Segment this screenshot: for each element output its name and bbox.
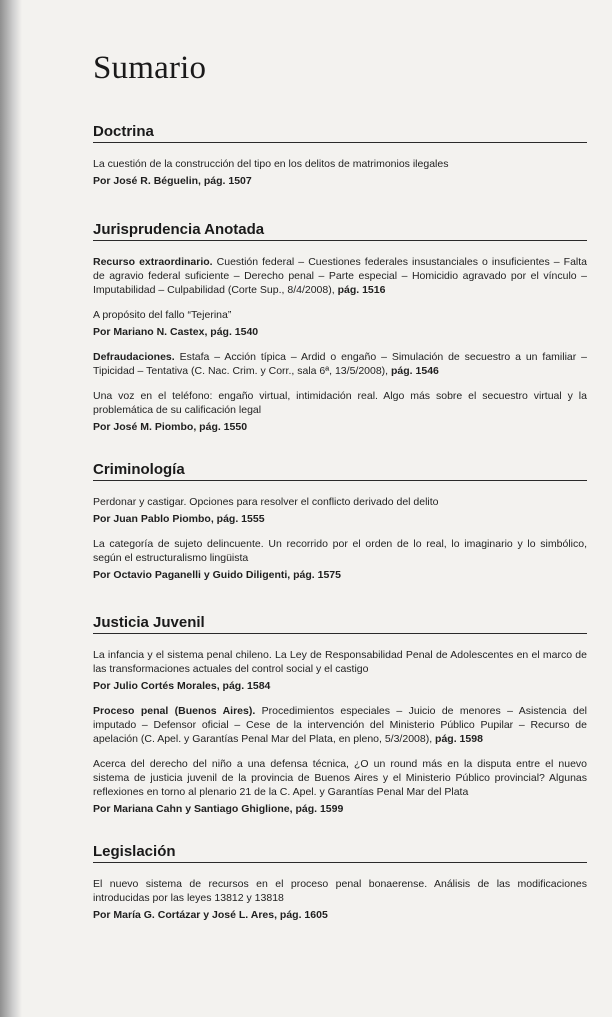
entry-page-ref: pág. 1598 (435, 733, 483, 745)
entry-author: Por María G. Cortázar y José L. Ares, pág. 1605 (93, 909, 328, 921)
section-heading: Justicia Juvenil (93, 614, 587, 634)
section-heading: Jurisprudencia Anotada (93, 221, 587, 241)
entry-page-ref: pág. 1546 (391, 365, 439, 377)
entry-author: Por Juan Pablo Piombo, pág. 1555 (93, 513, 265, 525)
entry-author: Por Mariano N. Castex, pág. 1540 (93, 326, 259, 338)
entry-text: El nuevo sistema de recursos en el proceso penal bonaerense. Análisis de las modificaciones introducidas por las leyes 13812 y 13818 (93, 878, 587, 904)
entry-text: Estafa – Acción típica – Ardid o engaño – Simulación de secuestro a un familiar – Tipicidad – Tentativa (C. Nac. Crim. y Corr., sala 6ª, 13/5/2008), (93, 351, 587, 377)
section-heading: Doctrina (93, 123, 587, 143)
entry-text: Procedimientos especiales – Juicio de menores – Asistencia del imputado – Defensor oficial – Cese de la intervención del Ministerio Público Pupilar – Recurso de apelación (C. Apel. y Garantías Penal Mar del Plata, en pleno, 5/3/2008), (93, 705, 587, 745)
entry-author: Por Mariana Cahn y Santiago Ghiglione, pág. 1599 (93, 803, 344, 815)
section-heading: Legislación (93, 843, 587, 863)
entry-lead: Proceso penal (Buenos Aires). (93, 705, 256, 717)
entry-author: Por Octavio Paganelli y Guido Diligenti, pág. 1575 (93, 569, 341, 581)
section-justicia-juvenil (93, 614, 587, 816)
list-item (93, 389, 587, 434)
list-item (93, 350, 587, 378)
list-item (93, 255, 587, 297)
section-legislacion (93, 843, 587, 922)
section-heading: Criminología (93, 461, 587, 481)
entry-text: Acerca del derecho del niño a una defensa técnica, ¿O un round más en la disputa entre el nuevo sistema de justicia juvenil de la provincia de Buenos Aires y el Ministerio Público provincial? Algunas reflexiones en torno al plenario 21 de la C. Apel. y Garantías Penal Mar del Plata (93, 758, 587, 798)
list-item (93, 757, 587, 816)
entry-author: Por José M. Piombo, pág. 1550 (93, 421, 248, 433)
section-doctrina (93, 123, 587, 188)
entry-text: La categoría de sujeto delincuente. Un recorrido por el orden de lo real, lo imaginario y lo simbólico, según el estructuralismo lingüista (93, 538, 587, 564)
entry-text: Una voz en el teléfono: engaño virtual, intimidación real. Algo más sobre el secuestro virtual y la problemática de su calificación legal (93, 390, 587, 416)
entry-text: La cuestión de la construcción del tipo en los delitos de matrimonios ilegales (93, 158, 449, 170)
list-item (93, 648, 587, 693)
list-item (93, 877, 587, 922)
section-criminologia (93, 461, 587, 582)
list-item (93, 495, 587, 526)
entry-author: Por Julio Cortés Morales, pág. 1584 (93, 680, 271, 692)
summary-page (93, 50, 587, 950)
page-title: Sumario (93, 50, 207, 86)
list-item (93, 308, 587, 339)
entry-lead: Recurso extraordinario. (93, 256, 213, 268)
entry-text: La infancia y el sistema penal chileno. La Ley de Responsabilidad Penal de Adolescentes en el marco de las transformaciones actuales del control social y el castigo (93, 649, 587, 675)
entry-author: Por José R. Béguelin, pág. 1507 (93, 175, 252, 187)
entry-text: Perdonar y castigar. Opciones para resolver el conflicto derivado del delito (93, 496, 439, 508)
entry-page-ref: pág. 1516 (337, 284, 386, 296)
list-item (93, 537, 587, 582)
list-item (93, 704, 587, 746)
page-binding-shadow (0, 0, 22, 1017)
section-jurisprudencia (93, 221, 587, 434)
entry-text: Cuestión federal – Cuestiones federales insustanciales o insuficientes – Falta de agravio federal suficiente – Derecho penal – Parte especial – Homicidio agravado por el vínculo – Imputabilidad – Culpabilidad (Corte Sup., 8/4/2008), (93, 256, 587, 296)
entry-lead: Defraudaciones. (93, 351, 175, 363)
list-item (93, 157, 587, 188)
entry-text: A propósito del fallo “Tejerina” (93, 309, 232, 321)
